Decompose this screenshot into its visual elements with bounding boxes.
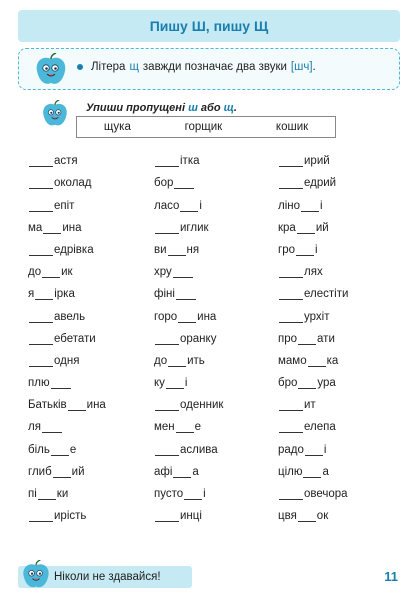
exercise-prefix: пі	[28, 488, 37, 500]
letter-blank-input[interactable]	[173, 467, 191, 478]
exercise-suffix: ина	[197, 310, 217, 323]
letter-blank-input[interactable]	[155, 156, 179, 167]
exercise-item	[278, 414, 388, 436]
exercise-item	[154, 414, 278, 436]
exercise-suffix: ирий	[304, 155, 330, 168]
rule-text	[77, 61, 316, 73]
exercise-item	[154, 170, 278, 192]
exercise-suffix: ати	[317, 332, 335, 345]
exercise-item	[154, 348, 278, 370]
letter-blank-input[interactable]	[305, 445, 323, 456]
exercise-suffix: ірка	[54, 288, 75, 301]
exercise-suffix: і	[323, 443, 327, 456]
exercise-item	[278, 148, 388, 170]
exercise-suffix: і	[315, 243, 318, 256]
exercise-item	[278, 392, 388, 414]
exercise-item	[278, 303, 388, 325]
letter-blank-input[interactable]	[29, 356, 53, 367]
exercise-prefix: про	[278, 332, 298, 345]
exercise-suffix: ура	[317, 377, 336, 390]
exercise-suffix: оранку	[180, 332, 217, 345]
letter-blank-input[interactable]	[279, 267, 303, 278]
exercise-item	[154, 281, 278, 303]
letter-blank-input[interactable]	[168, 356, 186, 367]
exercise-item	[28, 481, 154, 503]
exercise-item	[154, 326, 278, 348]
letter-blank-input[interactable]	[168, 245, 186, 256]
letter-blank-input[interactable]	[279, 156, 303, 167]
exercise-prefix: мен	[154, 421, 175, 434]
letter-blank-input[interactable]	[38, 489, 56, 500]
exercise-item	[28, 237, 154, 259]
letter-blank-input[interactable]	[155, 400, 179, 411]
exercise-suffix: едрівка	[54, 243, 94, 256]
exercise-prefix: бор	[154, 177, 174, 190]
exercise-suffix: ок	[316, 510, 329, 523]
exercise-suffix: і	[199, 199, 202, 212]
exercise-suffix: ина	[62, 221, 82, 234]
exercise-suffix: і	[320, 199, 323, 212]
task-end: .	[233, 102, 237, 114]
exercise-suffix: лях	[304, 266, 323, 279]
exercise-item	[278, 237, 388, 259]
letter-blank-input[interactable]	[155, 511, 179, 522]
exercise-item	[154, 237, 278, 259]
exercise-suffix: одня	[54, 354, 80, 367]
exercise-prefix: афі	[154, 465, 173, 478]
exercise-prefix: ля	[28, 421, 41, 434]
exercise-prefix: цілю	[278, 465, 303, 478]
exercise-item	[28, 281, 154, 303]
bullet-icon	[77, 64, 83, 70]
exercise-suffix: ка	[326, 354, 339, 367]
exercise-suffix: ня	[186, 243, 200, 256]
exercise-item	[278, 459, 388, 481]
exercise-suffix: ирість	[54, 510, 87, 523]
letter-blank-input[interactable]	[29, 245, 53, 256]
letter-blank-input[interactable]	[298, 511, 316, 522]
exercise-prefix: кра	[278, 221, 296, 234]
title-banner	[18, 10, 400, 42]
letter-blank-input[interactable]	[279, 289, 303, 300]
letter-blank-input[interactable]	[166, 378, 184, 389]
letter-blank-input[interactable]	[279, 312, 303, 323]
exercise-item	[28, 414, 154, 436]
example-word: кошик	[275, 121, 309, 133]
letter-blank-input[interactable]	[42, 267, 60, 278]
exercise-item	[154, 459, 278, 481]
letter-blank-input[interactable]	[29, 156, 53, 167]
exercise-suffix: астя	[54, 155, 78, 168]
exercise-item	[278, 503, 388, 525]
exercise-prefix: радо	[278, 443, 304, 456]
letter-blank-input[interactable]	[301, 201, 319, 212]
exercise-item	[278, 281, 388, 303]
letter-blank-input[interactable]	[297, 223, 315, 234]
exercise-item	[278, 370, 388, 392]
exercise-suffix: е	[69, 443, 77, 456]
apple-mascot-footer-icon	[20, 560, 52, 590]
exercise-item	[28, 192, 154, 214]
exercise-item	[278, 326, 388, 348]
apple-mascot-icon	[33, 53, 69, 87]
exercise-item	[28, 392, 154, 414]
footer-motto: Ніколи не здавайся!	[54, 571, 161, 583]
exercise-item	[154, 503, 278, 525]
exercise-suffix: аслива	[180, 443, 218, 456]
exercise-suffix: околад	[54, 177, 92, 190]
letter-blank-input[interactable]	[176, 422, 194, 433]
letter-blank-input[interactable]	[296, 245, 314, 256]
letter-blank-input[interactable]	[29, 312, 53, 323]
task-letter-sh: ш	[188, 102, 198, 114]
task-instruction	[86, 102, 237, 114]
exercise-suffix: едрий	[304, 177, 337, 190]
exercise-item	[28, 436, 154, 458]
exercise-suffix: ий	[71, 465, 85, 478]
page-number: 11	[384, 569, 398, 584]
exercise-item	[28, 348, 154, 370]
exercise-item	[154, 148, 278, 170]
exercise-item	[154, 303, 278, 325]
rule-text-after: завжди позначає два звуки	[142, 61, 287, 73]
exercise-prefix: фіні	[154, 288, 175, 301]
exercise-prefix: мамо	[278, 354, 307, 367]
task-text-middle: або	[200, 102, 221, 114]
letter-blank-input[interactable]	[155, 334, 179, 345]
exercise-suffix: ик	[61, 266, 73, 279]
letter-blank-input[interactable]	[155, 445, 179, 456]
exercise-suffix: і	[203, 488, 206, 500]
exercise-suffix: ит	[304, 399, 316, 412]
exercise-prefix: глиб	[28, 465, 52, 478]
exercise-prefix: цвя	[278, 510, 297, 523]
rule-text-before: Літера	[91, 61, 126, 73]
exercise-suffix: елестіти	[304, 288, 349, 301]
task-letter-shch: щ	[223, 102, 234, 114]
exercise-item	[278, 436, 388, 458]
rule-sounds: [шч]	[290, 61, 313, 73]
exercise-prefix: Батьків	[28, 399, 67, 412]
task-text-before: Упиши пропущені	[86, 102, 185, 114]
exercise-item	[154, 392, 278, 414]
exercise-prefix: до	[28, 266, 42, 279]
letter-blank-input[interactable]	[155, 223, 179, 234]
exercise-item	[278, 481, 388, 503]
letter-blank-input[interactable]	[303, 467, 321, 478]
exercise-item	[154, 481, 278, 503]
exercise-item	[28, 303, 154, 325]
exercise-item	[154, 215, 278, 237]
letter-blank-input[interactable]	[42, 422, 62, 433]
letter-blank-input[interactable]	[279, 178, 303, 189]
example-word: горщик	[184, 121, 223, 133]
page-title: Пишу Ш, пишу Щ	[149, 18, 269, 34]
letter-blank-input[interactable]	[29, 201, 53, 212]
exercise-item	[28, 259, 154, 281]
exercise-grid	[28, 148, 388, 523]
letter-blank-input[interactable]	[298, 378, 316, 389]
exercise-prefix: я	[28, 288, 35, 301]
exercise-prefix: горо	[154, 310, 178, 323]
letter-blank-input[interactable]	[180, 201, 198, 212]
letter-blank-input[interactable]	[279, 422, 303, 433]
exercise-suffix: а	[322, 465, 329, 478]
exercise-prefix: ку	[154, 377, 165, 390]
exercise-suffix: ебетати	[54, 332, 96, 345]
letter-blank-input[interactable]	[51, 378, 71, 389]
exercise-suffix: овечора	[304, 488, 348, 500]
letter-blank-input[interactable]	[298, 334, 316, 345]
example-words-box	[76, 116, 336, 138]
exercise-item	[154, 259, 278, 281]
exercise-item	[278, 348, 388, 370]
exercise-item	[28, 215, 154, 237]
exercise-suffix: епіт	[54, 199, 75, 212]
exercise-item	[278, 259, 388, 281]
exercise-item	[28, 170, 154, 192]
exercise-item	[278, 170, 388, 192]
letter-blank-input[interactable]	[43, 223, 61, 234]
exercise-prefix: хру	[154, 266, 172, 279]
exercise-item	[154, 436, 278, 458]
letter-blank-input[interactable]	[29, 334, 53, 345]
exercise-prefix: ліно	[278, 199, 301, 212]
rule-letter: щ	[129, 61, 139, 73]
exercise-prefix: біль	[28, 443, 50, 456]
letter-blank-input[interactable]	[279, 400, 303, 411]
exercise-suffix: ина	[86, 399, 106, 412]
exercise-item	[28, 326, 154, 348]
exercise-suffix: оденник	[180, 399, 224, 412]
exercise-prefix: до	[154, 354, 168, 367]
letter-blank-input[interactable]	[68, 400, 86, 411]
exercise-suffix: ітка	[180, 155, 200, 168]
letter-blank-input[interactable]	[29, 178, 53, 189]
letter-blank-input[interactable]	[184, 489, 202, 500]
exercise-item	[28, 370, 154, 392]
exercise-suffix: инці	[180, 510, 202, 523]
exercise-prefix: бро	[278, 377, 298, 390]
exercise-item	[278, 192, 388, 214]
exercise-suffix: е	[194, 421, 202, 434]
exercise-suffix: ить	[187, 354, 205, 367]
exercise-item	[28, 459, 154, 481]
exercise-suffix: ки	[56, 488, 69, 500]
exercise-prefix: ви	[154, 243, 167, 256]
exercise-item	[28, 503, 154, 525]
letter-blank-input[interactable]	[173, 267, 193, 278]
letter-blank-input[interactable]	[174, 178, 194, 189]
letter-blank-input[interactable]	[35, 289, 53, 300]
letter-blank-input[interactable]	[53, 467, 71, 478]
exercise-suffix: ий	[315, 221, 329, 234]
exercise-prefix: ласо	[154, 199, 180, 212]
example-word: щука	[103, 121, 131, 133]
exercise-item	[154, 192, 278, 214]
exercise-prefix: пусто	[154, 488, 184, 500]
exercise-item	[278, 215, 388, 237]
exercise-suffix: авель	[54, 310, 86, 323]
letter-blank-input[interactable]	[51, 445, 69, 456]
exercise-suffix: і	[184, 377, 188, 390]
exercise-item	[28, 148, 154, 170]
letter-blank-input[interactable]	[279, 489, 303, 500]
rule-end: .	[312, 61, 316, 73]
rule-box	[18, 48, 400, 90]
apple-mascot-small-icon	[40, 100, 70, 128]
letter-blank-input[interactable]	[178, 312, 196, 323]
exercise-suffix: урхіт	[304, 310, 330, 323]
exercise-prefix: плю	[28, 377, 50, 390]
letter-blank-input[interactable]	[176, 289, 196, 300]
exercise-suffix: а	[192, 465, 199, 478]
exercise-suffix: иглик	[180, 221, 209, 234]
letter-blank-input[interactable]	[29, 511, 53, 522]
letter-blank-input[interactable]	[308, 356, 326, 367]
exercise-item	[154, 370, 278, 392]
exercise-suffix: елепа	[304, 421, 336, 434]
exercise-prefix: ма	[28, 221, 43, 234]
exercise-prefix: гро	[278, 243, 295, 256]
